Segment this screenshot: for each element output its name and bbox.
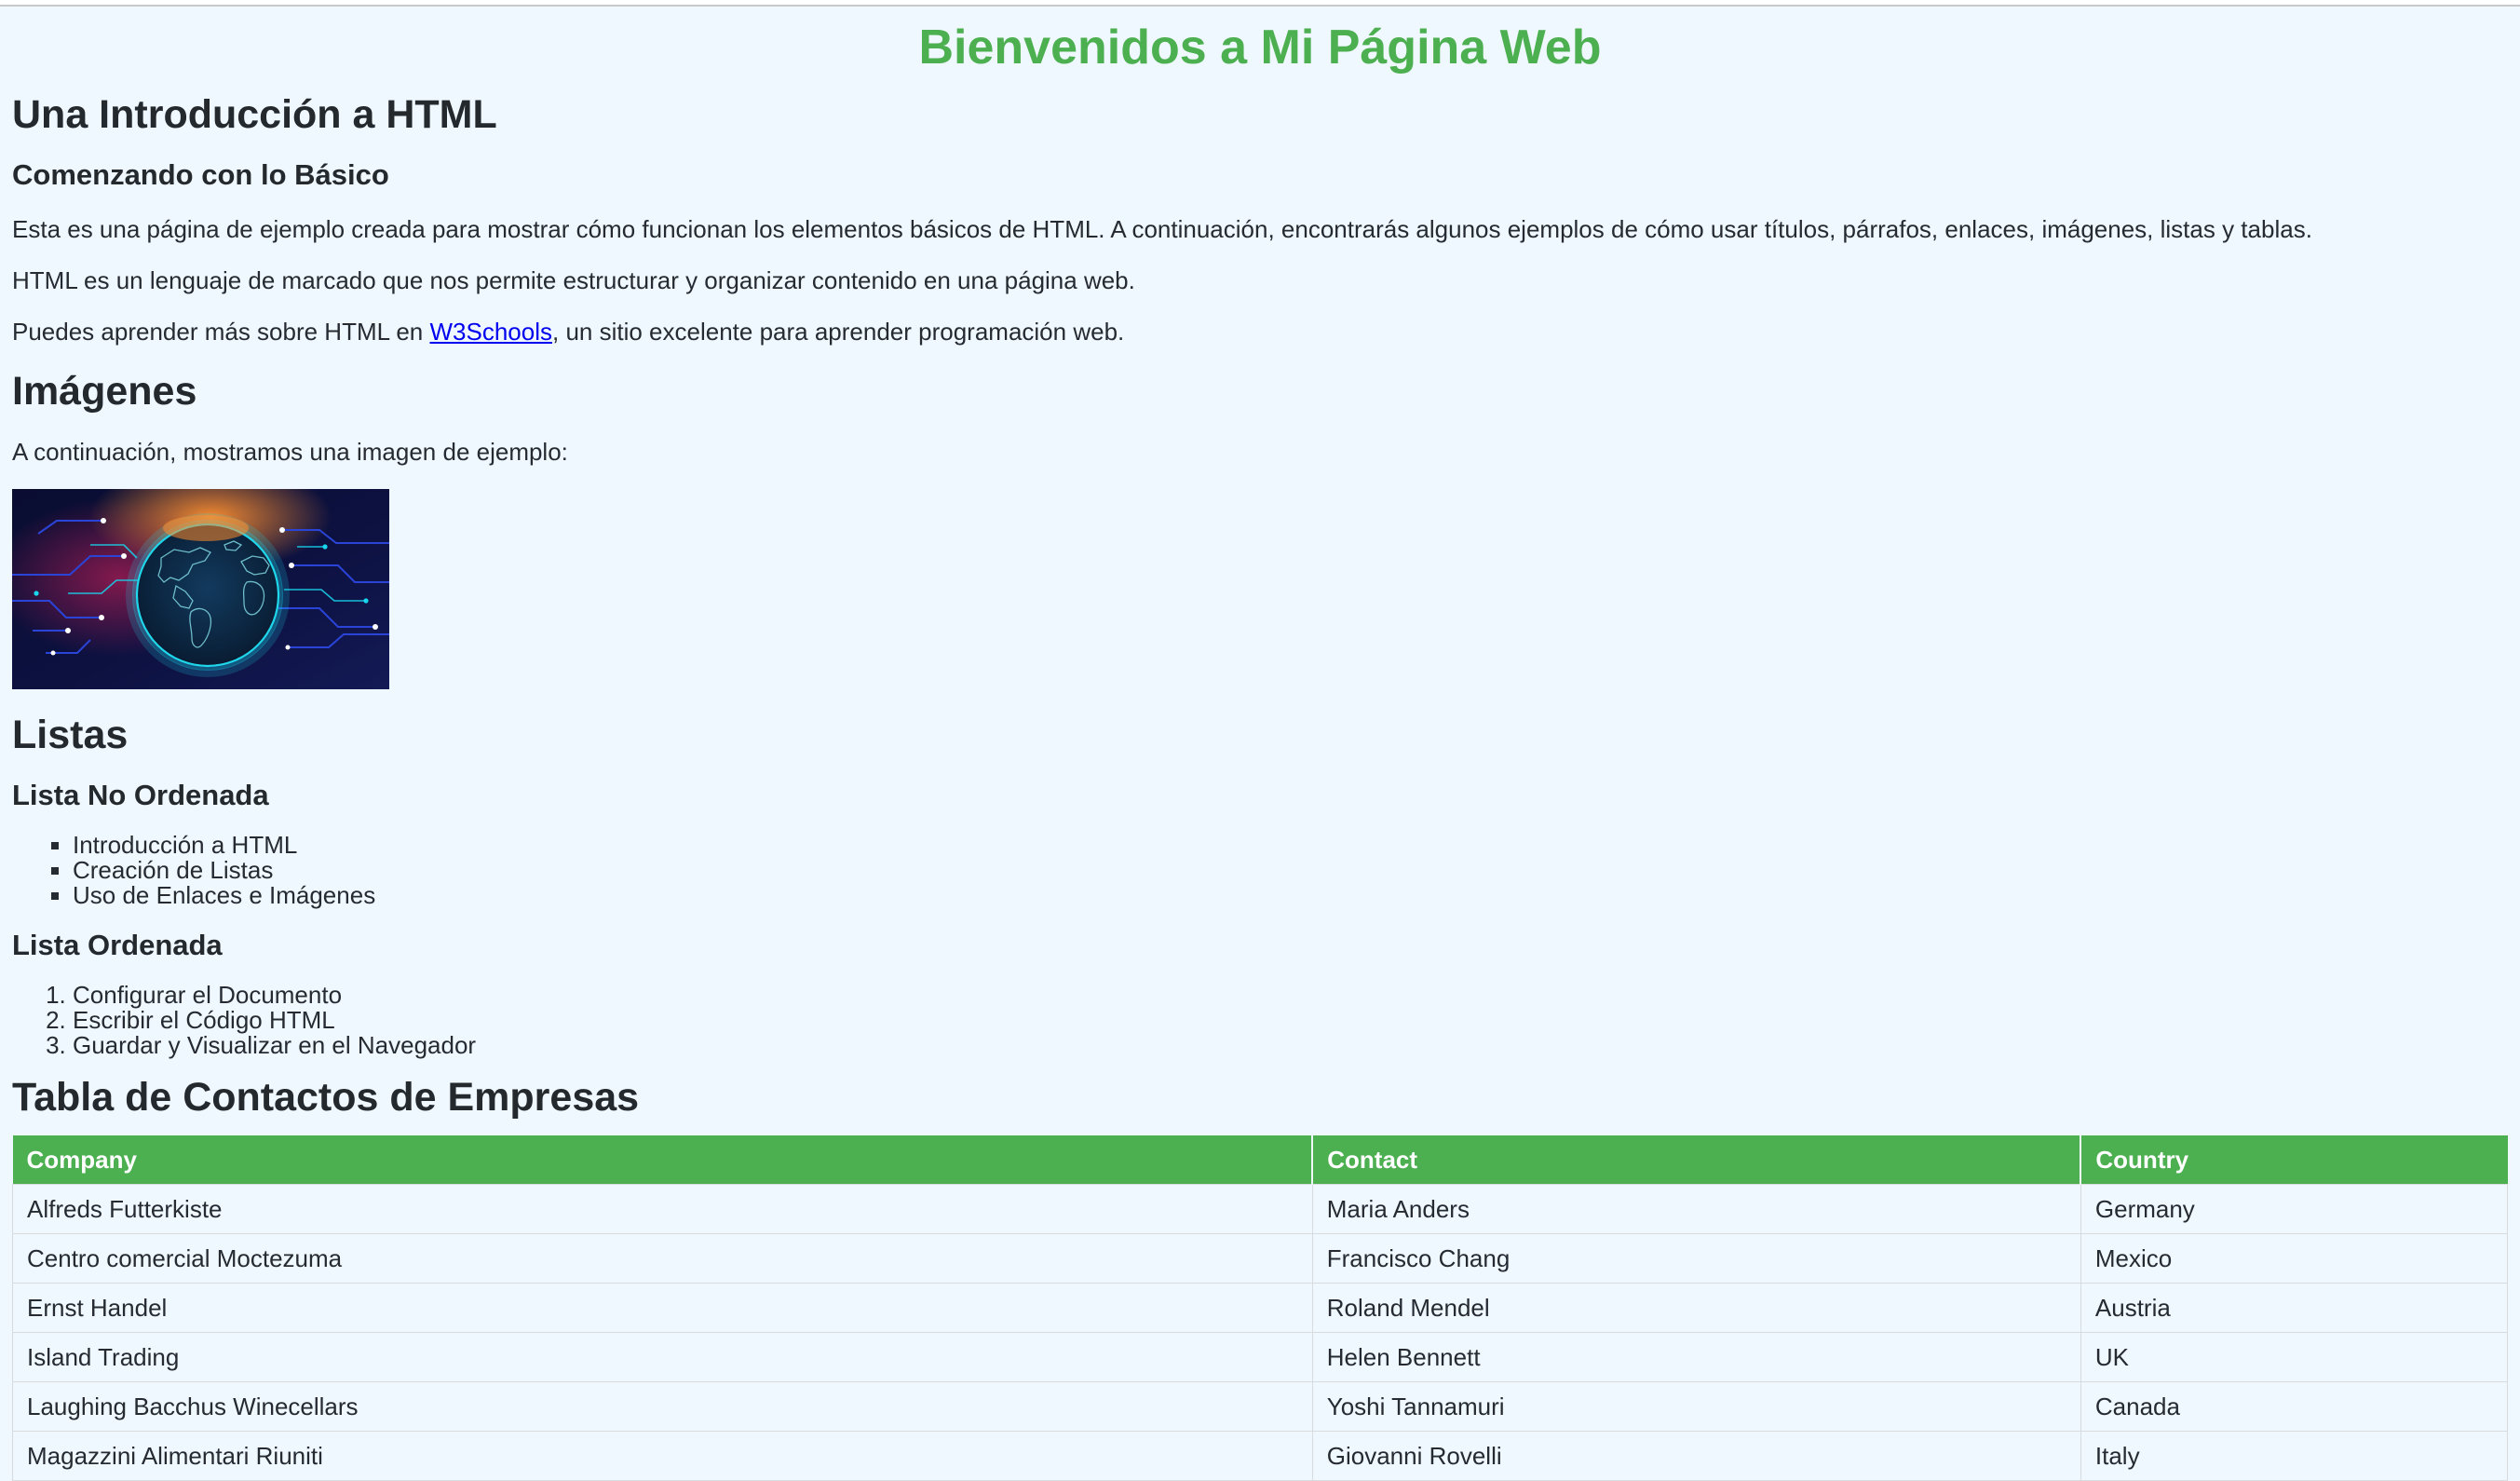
table-header-row xyxy=(13,1135,2508,1185)
unordered-list-item: ▪ Uso de Enlaces e Imágenes xyxy=(73,883,2508,908)
unordered-list xyxy=(12,833,2508,908)
table-heading: Tabla de Contactos de Empresas xyxy=(12,1075,640,1120)
table-body xyxy=(13,1185,2508,1481)
globe-circuit-image xyxy=(12,489,389,689)
table-cell: Helen Bennett xyxy=(1312,1333,2080,1382)
table-cell: Yoshi Tannamuri xyxy=(1312,1382,2080,1432)
browser-chrome-edge xyxy=(0,0,2520,7)
table-cell: Giovanni Rovelli xyxy=(1312,1432,2080,1481)
intro-heading: Una Introducción a HTML xyxy=(12,92,497,137)
column-header: Country xyxy=(2080,1135,2507,1185)
table-row xyxy=(13,1432,2508,1481)
table-row xyxy=(13,1333,2508,1382)
table-row xyxy=(13,1234,2508,1284)
ordered-list xyxy=(12,983,2508,1058)
unordered-list-item: ▪ Creación de Listas xyxy=(73,858,2508,883)
table-cell: Italy xyxy=(2080,1432,2507,1481)
table-cell: Magazzini Alimentari Riuniti xyxy=(13,1432,1313,1481)
column-header: Contact xyxy=(1312,1135,2080,1185)
intro-paragraph-2: HTML es un lenguaje de marcado que nos permite estructurar y organizar contenido en una página web. xyxy=(12,266,1135,294)
unordered-list-heading: Lista No Ordenada xyxy=(12,779,269,811)
intro-paragraph-3 xyxy=(12,318,2508,346)
unordered-list-item: ▪ Introducción a HTML xyxy=(73,833,2508,858)
column-header: Company xyxy=(13,1135,1313,1185)
page-title: Bienvenidos a Mi Página Web xyxy=(918,20,1602,75)
table-cell: Ernst Handel xyxy=(13,1284,1313,1333)
paragraph-text: , un sitio excelente para aprender programación web. xyxy=(552,318,1125,346)
table-cell: UK xyxy=(2080,1333,2507,1382)
table-cell: Roland Mendel xyxy=(1312,1284,2080,1333)
ordered-list-heading: Lista Ordenada xyxy=(12,929,223,961)
ordered-list-item: 2. Escribir el Código HTML xyxy=(73,1008,2508,1033)
contacts-table xyxy=(12,1135,2508,1481)
table-cell: Germany xyxy=(2080,1185,2507,1234)
table-cell: Canada xyxy=(2080,1382,2507,1432)
intro-paragraph-1: Esta es una página de ejemplo creada para mostrar cómo funcionan los elementos básicos de HTML. A continuación, encontrarás algunos ejemplos de cómo usar títulos, párrafos, enlaces, imágenes, listas y tablas. xyxy=(12,215,2312,243)
image-caption: A continuación, mostramos una imagen de ejemplo: xyxy=(12,438,568,466)
lists-heading: Listas xyxy=(12,713,129,757)
w3schools-link[interactable]: W3Schools xyxy=(429,318,552,346)
table-cell: Laughing Bacchus Winecellars xyxy=(13,1382,1313,1432)
page-content xyxy=(12,20,2508,1481)
table-cell: Austria xyxy=(2080,1284,2507,1333)
table-cell: Island Trading xyxy=(13,1333,1313,1382)
table-cell: Francisco Chang xyxy=(1312,1234,2080,1284)
table-row xyxy=(13,1185,2508,1234)
paragraph-text: Puedes aprender más sobre HTML en xyxy=(12,318,430,346)
intro-subheading: Comenzando con lo Básico xyxy=(12,158,389,191)
table-cell: Mexico xyxy=(2080,1234,2507,1284)
ordered-list-item: 1. Configurar el Documento xyxy=(73,983,2508,1008)
images-heading: Imágenes xyxy=(12,369,197,414)
ordered-list-item: 3. Guardar y Visualizar en el Navegador xyxy=(73,1033,2508,1058)
table-cell: Maria Anders xyxy=(1312,1185,2080,1234)
table-cell: Alfreds Futterkiste xyxy=(13,1185,1313,1234)
table-row xyxy=(13,1382,2508,1432)
table-cell: Centro comercial Moctezuma xyxy=(13,1234,1313,1284)
table-row xyxy=(13,1284,2508,1333)
